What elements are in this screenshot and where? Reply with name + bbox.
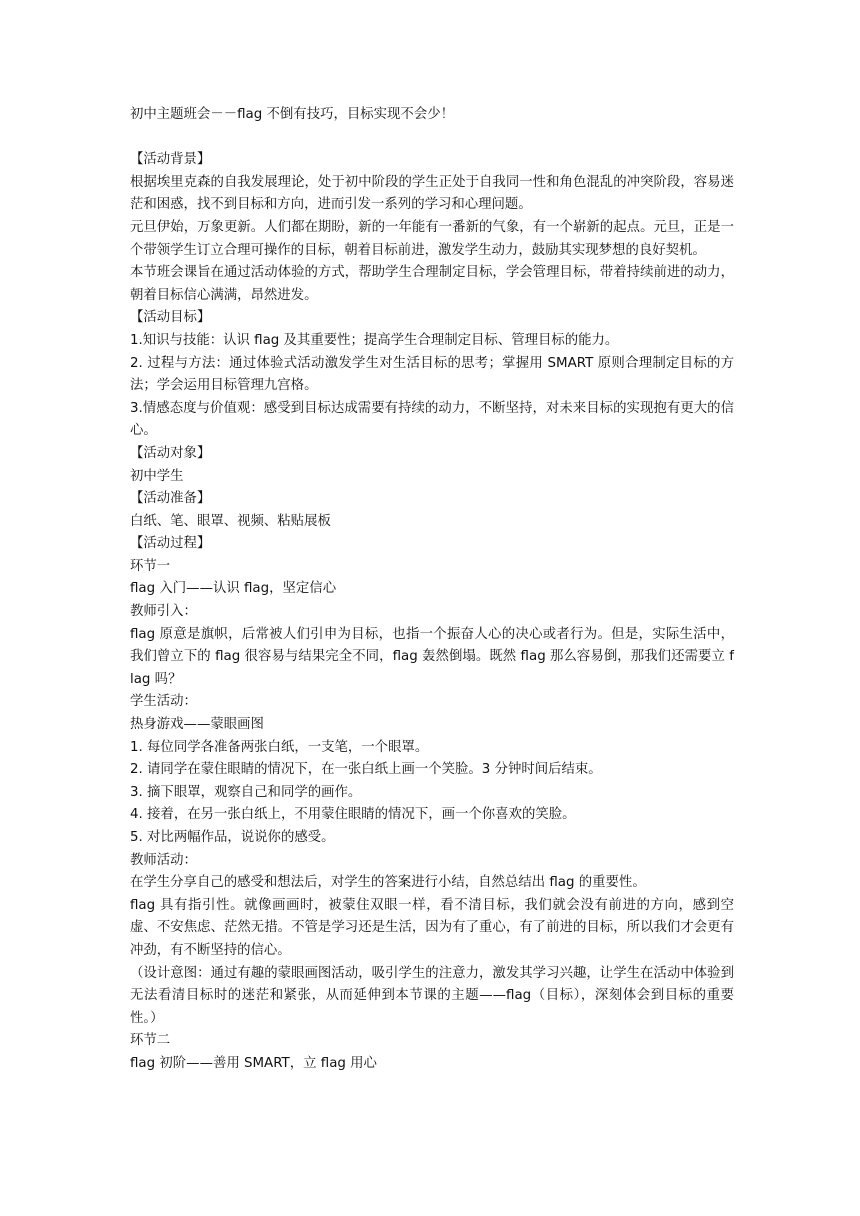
paragraph: 元旦伊始，万象更新。人们都在期盼，新的一年能有一番新的气象，有一个崭新的起点。元旦，正是一个带领学生订立合理可操作的目标，朝着目标前进，激发学生动力，鼓励其实现梦想的良好契机。: [130, 219, 734, 258]
section-heading-audience: 【活动对象】: [130, 445, 211, 461]
paragraph: 2. 过程与方法：通过体验式活动激发学生对生活目标的思考；掌握用 SMART 原则合理制定目标的方法；学会运用目标管理九宫格。: [130, 355, 734, 394]
section-heading-process: 【活动过程】: [130, 536, 211, 552]
section-heading-goals: 【活动目标】: [130, 310, 211, 326]
paragraph: 在学生分享自己的感受和想法后，对学生的答案进行小结，自然总结出 flag 的重要性。: [130, 875, 646, 891]
paragraph: 热身游戏——蒙眼画图: [130, 717, 264, 733]
paragraph: flag 入门——认识 flag，坚定信心: [130, 581, 337, 597]
list-item: 4. 接着，在另一张白纸上，不用蒙住眼睛的情况下，画一个你喜欢的笑脸。: [130, 807, 576, 823]
paragraph: 教师引入：: [130, 604, 197, 620]
paragraph: （设计意图：通过有趣的蒙眼画图活动，吸引学生的注意力，激发其学习兴趣，让学生在活动中体验到无法看清目标时的迷茫和紧张，从而延伸到本节课的主题——flag（目标），深刻体会到目标的重要性。）: [130, 965, 734, 1026]
subsection-heading: 环节二: [130, 1033, 171, 1049]
document-page: [130, 104, 734, 1076]
paragraph: 3.情感态度与价值观：感受到目标达成需要有持续的动力，不断坚持，对未来目标的实现抱有更大的信心。: [130, 400, 734, 439]
section-heading-background: 【活动背景】: [130, 152, 211, 168]
paragraph: 根据埃里克森的自我发展理论，处于初中阶段的学生正处于自我同一性和角色混乱的冲突阶段，容易迷茫和困惑，找不到目标和方向，进而引发一系列的学习和心理问题。: [130, 174, 734, 213]
list-item: 2. 请同学在蒙住眼睛的情况下，在一张白纸上画一个笑脸。3 分钟时间后结束。: [130, 762, 602, 778]
paragraph: 本节班会课旨在通过活动体验的方式，帮助学生合理制定目标，学会管理目标，带着持续前进的动力，朝着目标信心满满，昂然进发。: [130, 265, 734, 303]
paragraph: 初中学生: [130, 468, 184, 484]
list-item: 3. 摘下眼罩，观察自己和同学的画作。: [130, 784, 362, 800]
list-item: 5. 对比两幅作品，说说你的感受。: [130, 830, 335, 845]
blank-line: [130, 127, 734, 150]
paragraph: 学生活动：: [130, 694, 197, 710]
document-title: 初中主题班会－－flag 不倒有技巧，目标实现不会少！: [130, 107, 454, 122]
list-item: 1. 每位同学各准备两张白纸，一支笔，一个眼罩。: [130, 739, 429, 755]
section-heading-preparation: 【活动准备】: [130, 491, 211, 507]
paragraph: flag 初阶——善用 SMART，立 flag 用心: [130, 1055, 377, 1071]
subsection-heading: 环节一: [130, 558, 171, 574]
paragraph: 教师活动：: [130, 852, 197, 868]
paragraph: 白纸、笔、眼罩、视频、粘贴展板: [130, 513, 331, 529]
paragraph: flag 原意是旗帜，后常被人们引申为目标，也指一个振奋人心的决心或者行为。但是，实际生活中，我们曾立下的 flag 很容易与结果完全不同，flag 轰然倒塌。既然 flag 那么容易倒，那我们还需要立 flag 吗？: [130, 626, 734, 687]
paragraph: 1.知识与技能：认识 flag 及其重要性；提高学生合理制定目标、管理目标的能力。: [130, 332, 619, 348]
paragraph: flag 具有指引性。就像画画时，被蒙住双眼一样，看不清目标，我们就会没有前进的方向，感到空虚、不安焦虑、茫然无措。不管是学习还是生活，因为有了重心，有了前进的目标，所以我们才会更有冲劲，有不断坚持的信心。: [130, 897, 734, 958]
